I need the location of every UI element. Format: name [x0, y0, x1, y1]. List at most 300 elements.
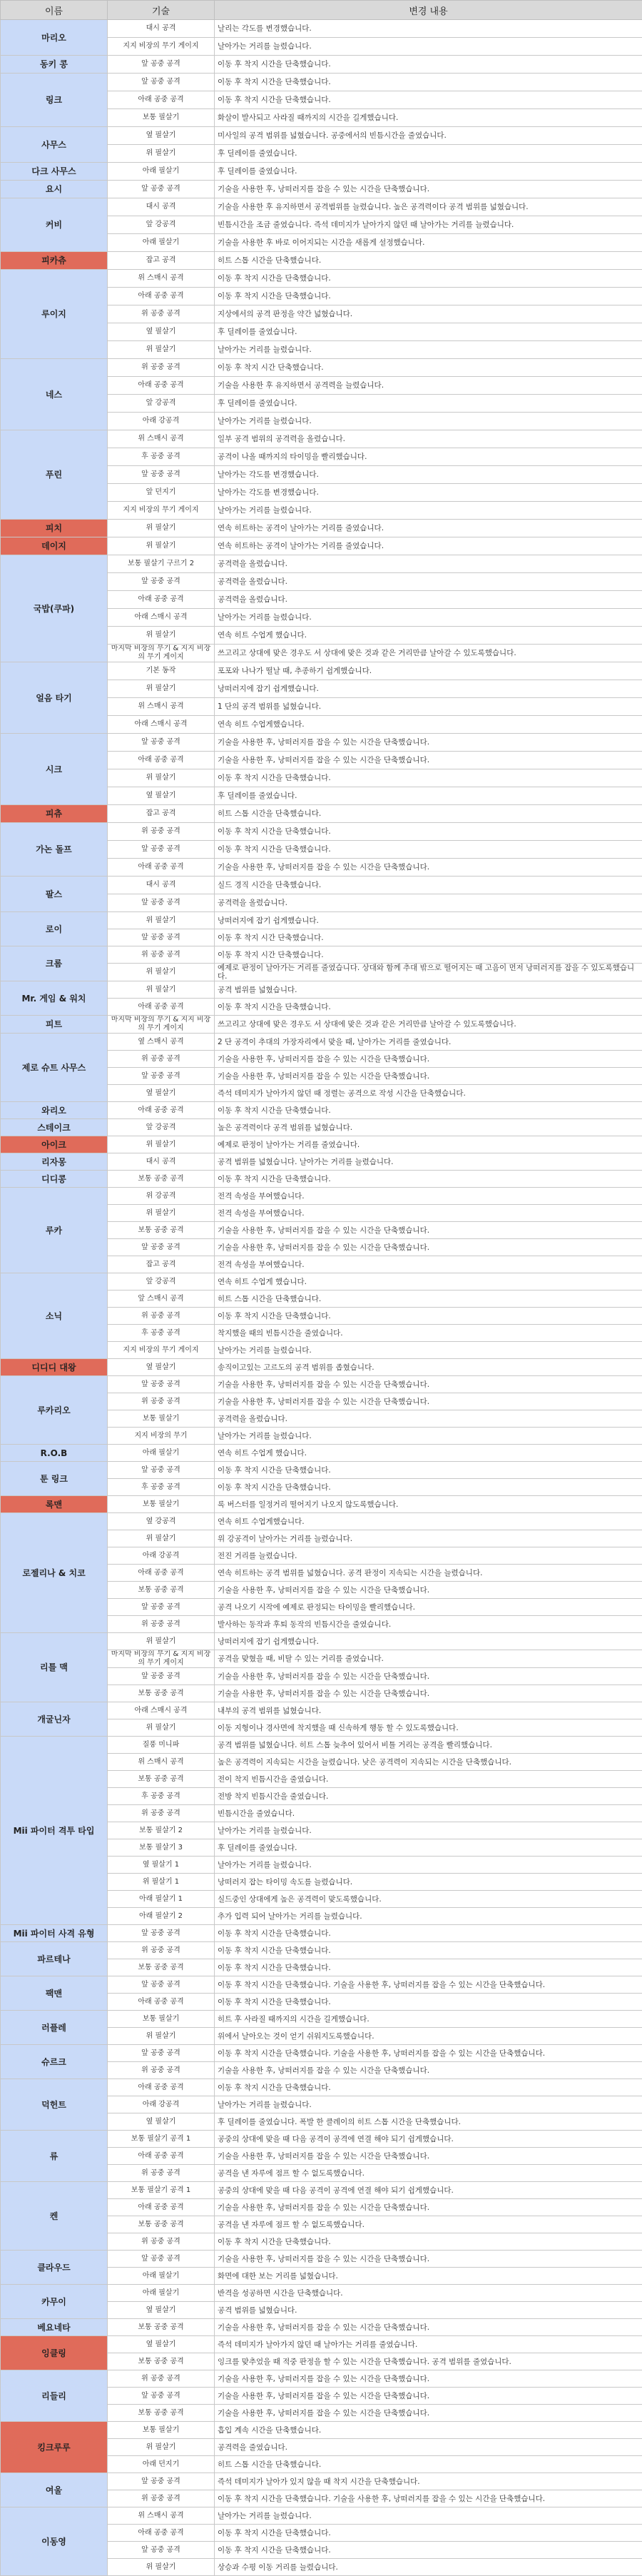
character-name: 국밥(쿠파): [1, 555, 108, 662]
character-name: 베요네타: [1, 2319, 108, 2336]
change-cell: 발사하는 동작과 후퇴 동작의 빈틈시간을 줄였습니다.: [215, 1616, 642, 1633]
skill-cell: 보통 공중 공격: [108, 2319, 215, 2336]
change-cell: 이동 후 착지 시간을 단축했습니다.: [215, 2079, 642, 2096]
change-cell: 전격 속성을 부여했습니다.: [215, 1188, 642, 1205]
skill-cell: 아래 필살기: [108, 234, 215, 252]
change-cell: 이동 후 착지 시간을 단축했습니다.: [215, 1171, 642, 1188]
character-name: 루이지: [1, 270, 108, 359]
character-name: 파르테나: [1, 1942, 108, 1976]
character-name: 로이: [1, 912, 108, 946]
change-cell: 상승과 수평 이동 거리를 늘렸습니다.: [215, 2559, 642, 2576]
skill-cell: 앞 강공격: [108, 395, 215, 413]
character-name: 킹크루루: [1, 2422, 108, 2473]
skill-cell: 앞 공중 공격: [108, 1976, 215, 1994]
skill-cell: 보통 공중 공격: [108, 1222, 215, 1239]
skill-cell: 옆 필살기: [108, 1359, 215, 1376]
skill-cell: 후 공중 공격: [108, 1479, 215, 1496]
change-cell: 미사일의 공격 범위를 넓혔습니다. 공중에서의 빈틈시간을 줄였습니다.: [215, 127, 642, 145]
change-cell: 기술을 사용한 후, 낭떠러지를 잡을 수 있는 시간을 단축했습니다.: [215, 859, 642, 877]
skill-cell: 위 스매시 공격: [108, 1754, 215, 1771]
change-cell: 공격 범위를 넓혔습니다. 날아가는 거리를 늘렸습니다.: [215, 1153, 642, 1171]
table-row: [1, 1171, 642, 1188]
skill-cell: 앞 공중 공격: [108, 894, 215, 912]
skill-cell: 앞 공중 공격: [108, 56, 215, 74]
table-row: [1, 1976, 642, 1994]
skill-cell: 위 필살기: [108, 627, 215, 645]
change-cell: 송직이고있는 고르도의 공격 범위를 좁혔습니다.: [215, 1359, 642, 1376]
change-cell: 히트 스톱 시간을 단축했습니다.: [215, 2456, 642, 2473]
change-cell: 날아가는 거리를 늘렸습니다.: [215, 2096, 642, 2113]
table-row: [1, 1376, 642, 1393]
character-name: 러플레: [1, 2011, 108, 2045]
change-cell: 이동 후 착지 시간을 단축했습니다.: [215, 91, 642, 109]
skill-cell: 보통 공중 공격: [108, 2353, 215, 2370]
skill-cell: 앞 공중 공격: [108, 2388, 215, 2405]
character-name: 리자몽: [1, 1153, 108, 1171]
skill-cell: 위 필살기: [108, 912, 215, 929]
skill-cell: 보통 공중 공격: [108, 1582, 215, 1599]
skill-cell: 앞 공중 공격: [108, 1462, 215, 1479]
skill-cell: 앞 공중 공격: [108, 1668, 215, 1685]
change-cell: 화면에 대한 보는 거리를 넓혔습니다.: [215, 2268, 642, 2285]
skill-cell: 아래 스매시 공격: [108, 716, 215, 734]
skill-cell: 대시 공격: [108, 20, 215, 38]
skill-cell: 위 스매시 공격: [108, 430, 215, 448]
skill-cell: 앞 공중 공격: [108, 1376, 215, 1393]
table-row: [1, 823, 642, 841]
skill-cell: 지지 비장의 무기 게이지: [108, 502, 215, 520]
table-row: [1, 912, 642, 929]
table-row: [1, 2336, 642, 2353]
change-cell: 기술을 사용한 후, 낭떠러지를 잡을 수 있는 시간을 단축했습니다.: [215, 2062, 642, 2079]
character-name: 피츄: [1, 805, 108, 823]
skill-cell: 위 스매시 공격: [108, 698, 215, 716]
character-name: 디디디 대왕: [1, 1359, 108, 1376]
skill-cell: 위 공중 공격: [108, 359, 215, 377]
change-cell: 예제로 판정이 날아가는 거리를 줄였습니다.: [215, 1136, 642, 1153]
skill-cell: 잡고 공격: [108, 252, 215, 270]
skill-cell: 후 공중 공격: [108, 448, 215, 466]
change-cell: 연속 히트하는 공격이 날아가는 거리를 줄였습니다.: [215, 537, 642, 555]
character-name: 아이크: [1, 1136, 108, 1153]
skill-cell: 지지 비장의 무기: [108, 1428, 215, 1445]
table-row: [1, 1496, 642, 1513]
character-name: 네스: [1, 359, 108, 430]
character-name: 이동영: [1, 2507, 108, 2576]
change-cell: 공격을 맞혔을 때, 비탈 수 있는 거리를 줄였습니다.: [215, 1650, 642, 1668]
skill-cell: 옆 필살기: [108, 1085, 215, 1102]
change-cell: 이동 후 착지 시간을 단축했습니다.: [215, 270, 642, 288]
skill-cell: 보통 공중 공격: [108, 1171, 215, 1188]
change-cell: 연속 히트 수업게 했습니다.: [215, 627, 642, 645]
character-name: 리들리: [1, 2370, 108, 2422]
change-cell: 즉석 데미지가 날아가 있지 않을 때 착지 시간을 단축했습니다.: [215, 2473, 642, 2490]
change-cell: 이동 후 착지 시간을 단축했습니다.: [215, 1308, 642, 1325]
skill-cell: 위 공중 공격: [108, 823, 215, 841]
change-cell: 히트 후 사라질 때까지의 시간을 길게했습니다.: [215, 2011, 642, 2028]
skill-cell: 보통 공중 공격: [108, 1771, 215, 1788]
table-row: [1, 1034, 642, 1051]
change-cell: 공격 범위를 넓혔습니다. 히트 스톱 늦추어 있어서 비틀 거리는 공격을 빨리했습니다.: [215, 1737, 642, 1754]
change-cell: 추가 입력 되어 날아가는 거리를 늘렸습니다.: [215, 1908, 642, 1925]
character-name: 피치: [1, 520, 108, 537]
skill-cell: 앞 스매시 공격: [108, 1290, 215, 1308]
skill-cell: 위 필살기: [108, 964, 215, 981]
change-cell: 전격 속성을 부여했습니다.: [215, 1205, 642, 1222]
skill-cell: 위 공중 공격: [108, 1051, 215, 1068]
table-row: [1, 981, 642, 999]
skill-cell: 위 필살기: [108, 2028, 215, 2045]
change-cell: 기술을 사용한 후, 낭떠러지를 잡을 수 있는 시간을 단축했습니다.: [215, 1582, 642, 1599]
change-cell: 후 딜레이를 줄였습니다.: [215, 323, 642, 341]
change-cell: 빈틈시간을 줄였습니다.: [215, 1805, 642, 1822]
table-row: [1, 127, 642, 145]
skill-cell: 마지막 비장의 무기 & 지지 비장의 무기 게이지: [108, 1016, 215, 1034]
change-cell: 연속 히트하는 공격이 날아가는 거리를 줄였습니다.: [215, 520, 642, 537]
change-cell: 기술을 사용한 후, 낭떠러지를 잡을 수 있는 시간을 단축했습니다.: [215, 1051, 642, 1068]
change-cell: 기술을 사용한 후, 낭떠러지를 잡을 수 있는 시간을 단축했습니다.: [215, 2388, 642, 2405]
change-cell: 후 딜레이를 줄였습니다.: [215, 163, 642, 181]
table-row: [1, 74, 642, 91]
table-row: [1, 1925, 642, 1942]
character-name: 시크: [1, 734, 108, 805]
change-cell: 이동 후 착지 시간을 단축했습니다. 기술을 사용한 후, 낭떠러지를 잡을 수 있는 시간을 단축했습니다.: [215, 1976, 642, 1994]
change-cell: 이동 후 착지 시간을 단축했습니다.: [215, 769, 642, 787]
character-name: 카무이: [1, 2285, 108, 2319]
change-cell: 기술을 사용한 후, 낭떠러지를 잡을 수 있는 시간을 단축했습니다.: [215, 2405, 642, 2422]
table-row: [1, 198, 642, 216]
skill-cell: 위 필살기: [108, 537, 215, 555]
skill-cell: 아래 공중 공격: [108, 591, 215, 609]
table-row: [1, 1136, 642, 1153]
skill-cell: 위 필살기: [108, 145, 215, 163]
skill-cell: 아래 공중 공격: [108, 1102, 215, 1119]
change-cell: 이동 후 착지 시간을 단축했습니다.: [215, 1462, 642, 1479]
character-name: 툰 링크: [1, 1462, 108, 1496]
change-cell: 기술을 사용한 후 유지하면서 공격력을 늘렸습니다.: [215, 377, 642, 395]
skill-cell: 후 공중 공격: [108, 1325, 215, 1342]
skill-cell: 지지 비장의 무기 게이지: [108, 38, 215, 56]
change-cell: 공격력을 올렸습니다.: [215, 894, 642, 912]
skill-cell: 보통 공중 공격: [108, 1959, 215, 1976]
table-row: [1, 1633, 642, 1650]
change-cell: 공격 범위를 넓혔습니다.: [215, 981, 642, 999]
table-row: [1, 734, 642, 752]
character-name: 류: [1, 2131, 108, 2182]
table-row: [1, 2079, 642, 2096]
character-name: 가논 돌프: [1, 823, 108, 877]
change-cell: 연속 히트 수업게 했습니다.: [215, 1445, 642, 1462]
character-name: 잉클링: [1, 2336, 108, 2370]
skill-cell: 앞 공중 공격: [108, 1925, 215, 1942]
skill-cell: 보통 공중 공격: [108, 1685, 215, 1702]
character-name: R.O.B: [1, 1445, 108, 1462]
skill-cell: 아래 던지기: [108, 2456, 215, 2473]
skill-cell: 위 필살기: [108, 1205, 215, 1222]
change-cell: 2 단 공격이 추대의 가장자리에서 맞을 때, 날아가는 거리를 줄였습니다.: [215, 1034, 642, 1051]
change-cell: 이동 후 착지 시간을 단축했습니다.: [215, 2525, 642, 2542]
change-cell: 날아가는 거리를 늘렸습니다.: [215, 609, 642, 627]
change-cell: 이동 후 착지 시간을 단축했습니다.: [215, 288, 642, 305]
skill-cell: 앞 공중 공격: [108, 1599, 215, 1616]
change-cell: 기술을 사용한 후, 낭떠러지를 잡을 수 있는 시간을 단축했습니다.: [215, 2370, 642, 2388]
skill-cell: 대시 공격: [108, 1153, 215, 1171]
table-row: [1, 2285, 642, 2302]
change-cell: 기술을 사용한 후, 낭떠러지를 잡을 수 있는 시간을 단축했습니다.: [215, 2251, 642, 2268]
character-name: 피카츄: [1, 252, 108, 270]
skill-cell: 옆 필살기: [108, 2113, 215, 2131]
change-cell: 기술을 사용한 후, 낭떠러지를 잡을 수 있는 시간을 단축했습니다.: [215, 181, 642, 198]
skill-cell: 아래 공중 공격: [108, 91, 215, 109]
change-cell: 이동 후 착지 시간 단축했습니다.: [215, 946, 642, 964]
skill-cell: 앞 공중 공격: [108, 181, 215, 198]
change-cell: 기술을 사용한 후, 낭떠러지를 잡을 수 있는 시간을 단축했습니다.: [215, 1239, 642, 1256]
table-row: [1, 2422, 642, 2439]
skill-cell: 아래 공중 공격: [108, 752, 215, 769]
skill-cell: 위 필살기: [108, 341, 215, 359]
character-name: Mii 파이터 격투 타입: [1, 1737, 108, 1925]
skill-cell: 대시 공격: [108, 877, 215, 894]
change-cell: 이동 후 착지 시간을 단축했습니다. 기술을 사용한 후, 낭떠러지를 잡을 수 있는 시간을 단축했습니다.: [215, 2490, 642, 2507]
table-row: [1, 1016, 642, 1034]
table-row: [1, 877, 642, 894]
skill-cell: 앞 공중 공격: [108, 2542, 215, 2559]
skill-cell: 앞 공중 공격: [108, 841, 215, 859]
skill-cell: 보통 필살기 2: [108, 1822, 215, 1839]
skill-cell: 아래 필살기: [108, 163, 215, 181]
character-name: 커비: [1, 198, 108, 252]
change-cell: 공중의 상대에 맞을 때 다음 공격이 공격에 연결 해야 되기 쉽게했습니다.: [215, 2131, 642, 2148]
skill-cell: 보통 공중 공격: [108, 2405, 215, 2422]
skill-cell: 앞 공중 공격: [108, 929, 215, 946]
skill-cell: 위 공중 공격: [108, 2233, 215, 2251]
table-row: [1, 1119, 642, 1136]
change-cell: 이동 후 착지 시간을 단축했습니다.: [215, 841, 642, 859]
change-cell: 위에서 날아오는 것이 얻기 쉬워지도록했습니다.: [215, 2028, 642, 2045]
change-cell: 이동 후 착지 시간을 단축했습니다.: [215, 2542, 642, 2559]
change-cell: 화살이 발사되고 사라질 때까지의 시간을 길게했습니다.: [215, 109, 642, 127]
change-cell: 이동 후 착지 시간을 단축했습니다.: [215, 1959, 642, 1976]
change-cell: 위 강공격이 날아가는 거리를 늘렸습니다.: [215, 1530, 642, 1547]
change-cell: 기술을 사용한 후, 낭떠러지를 잡을 수 있는 시간을 단축했습니다.: [215, 1068, 642, 1085]
character-name: 로젤리나 & 치코: [1, 1513, 108, 1633]
skill-cell: 잡고 공격: [108, 1256, 215, 1273]
skill-cell: 옆 필살기: [108, 2302, 215, 2319]
change-cell: 공격력을 줄였습니다.: [215, 2439, 642, 2456]
skill-cell: 보통 필살기 공격 1: [108, 2182, 215, 2199]
header-change: 변경 내용: [215, 1, 642, 20]
character-name: 동키 콩: [1, 56, 108, 74]
skill-cell: 보통 필살기 공격 1: [108, 2131, 215, 2148]
skill-cell: 위 필살기: [108, 520, 215, 537]
character-name: 여울: [1, 2473, 108, 2507]
skill-cell: 아래 스매시 공격: [108, 609, 215, 627]
change-cell: 기술을 사용한 후, 낭떠러지를 잡을 수 있는 시간을 단축했습니다.: [215, 2199, 642, 2216]
change-cell: 공격 나오기 시작에 예제로 판정되는 타이밍을 빨리했습니다.: [215, 1599, 642, 1616]
skill-cell: 위 필살기: [108, 1719, 215, 1737]
change-cell: 날리는 각도를 변경했습니다.: [215, 20, 642, 38]
skill-cell: 옆 필살기: [108, 323, 215, 341]
change-cell: 쓰고리고 상대에 맞은 경우도 서 상대에 맞은 것과 같은 거리만큼 날아갈 수 있도록했습니다.: [215, 645, 642, 662]
character-name: 링크: [1, 74, 108, 127]
change-cell: 연속 히트 수업게 했습니다.: [215, 1273, 642, 1290]
character-name: 푸린: [1, 430, 108, 520]
table-row: [1, 555, 642, 573]
table-body: [1, 20, 642, 2576]
character-name: 얼음 타기: [1, 662, 108, 734]
table-row: [1, 1153, 642, 1171]
change-cell: 착지했을 때의 빈틈시간을 줄였습니다.: [215, 1325, 642, 1342]
change-cell: 날아가는 거리를 늘렸습니다.: [215, 502, 642, 520]
table-row: [1, 2182, 642, 2199]
skill-cell: 위 공중 공격: [108, 946, 215, 964]
change-cell: 연속 히트 수업게했습니다.: [215, 1513, 642, 1530]
table-row: [1, 2370, 642, 2388]
table-row: [1, 252, 642, 270]
skill-cell: 보통 필살기: [108, 1496, 215, 1513]
character-name: 디디콩: [1, 1171, 108, 1188]
skill-cell: 앞 공중 공격: [108, 1239, 215, 1256]
change-cell: 전이 착지 빈틈시간을 줄였습니다.: [215, 1771, 642, 1788]
change-cell: 기술을 사용한 후, 낭떠러지를 잡을 수 있는 시간을 단축했습니다.: [215, 1685, 642, 1702]
table-row: [1, 1102, 642, 1119]
change-cell: 실드중인 상대에게 높은 공격력이 맞도록했습니다.: [215, 1891, 642, 1908]
skill-cell: 위 필살기: [108, 981, 215, 999]
change-cell: 낭떠러지에 잡기 쉽게했습니다.: [215, 1633, 642, 1650]
change-cell: 날아가는 각도를 변경했습니다.: [215, 484, 642, 502]
character-name: 스테이크: [1, 1119, 108, 1136]
skill-cell: 옆 필살기: [108, 787, 215, 805]
table-row: [1, 163, 642, 181]
table-row: [1, 2131, 642, 2148]
skill-cell: 보통 필살기: [108, 1410, 215, 1428]
table-row: [1, 1462, 642, 1479]
skill-cell: 아래 공중 공격: [108, 377, 215, 395]
change-cell: 날아가는 거리를 늘렸습니다.: [215, 1342, 642, 1359]
change-cell: 후 딜레이를 줄였습니다.: [215, 395, 642, 413]
header-row: [1, 1, 642, 20]
character-name: 팩맨: [1, 1976, 108, 2011]
change-cell: 후 딜레이를 줄였습니다. 폭발 한 클레이의 히트 스톱 시간을 단축했습니다.: [215, 2113, 642, 2131]
change-cell: 날아가는 각도를 변경했습니다.: [215, 466, 642, 484]
change-cell: 기술을 사용한 후 유지하면서 공격범위를 늘렸습니다. 높은 공격력이다 공격 범위를 넓혔습니다.: [215, 198, 642, 216]
change-cell: 일부 공격 범위의 공격력을 올렸습니다.: [215, 430, 642, 448]
change-cell: 히트 스톱 시간을 단축했습니다.: [215, 1290, 642, 1308]
skill-cell: 옆 필살기: [108, 2336, 215, 2353]
skill-cell: 옆 스매시 공격: [108, 1034, 215, 1051]
table-row: [1, 2251, 642, 2268]
skill-cell: 아래 공중 공격: [108, 2079, 215, 2096]
table-row: [1, 56, 642, 74]
change-cell: 연속 히트하는 공격 범위를 넓혔습니다. 공격 판정이 지속되는 시간을 늘렸습니다.: [215, 1565, 642, 1582]
character-name: Mii 파이터 사격 유형: [1, 1925, 108, 1942]
skill-cell: 아래 필살기: [108, 2268, 215, 2285]
skill-cell: 앞 공중 공격: [108, 573, 215, 591]
change-cell: 연속 히트 수업게했습니다.: [215, 716, 642, 734]
table-row: [1, 1942, 642, 1959]
skill-cell: 아래 공중 공격: [108, 1565, 215, 1582]
table-row: [1, 946, 642, 964]
table-row: [1, 1273, 642, 1290]
change-cell: 이동 후 착지 시간을 단축했습니다.: [215, 999, 642, 1016]
skill-cell: 아래 필살기 1: [108, 1891, 215, 1908]
change-cell: 즉석 데미지가 날아가지 않던 때 날아가는 거리를 줄였습니다.: [215, 2336, 642, 2353]
skill-cell: 앞 공중 공격: [108, 466, 215, 484]
skill-cell: 보통 필살기: [108, 2011, 215, 2028]
change-cell: 낭떠러지에 잡기 쉽게했습니다.: [215, 912, 642, 929]
skill-cell: 보통 필살기 3: [108, 1839, 215, 1857]
skill-cell: 위 공중 공격: [108, 2370, 215, 2388]
skill-cell: 위 공중 공격: [108, 305, 215, 323]
character-name: 피트: [1, 1016, 108, 1034]
character-name: 요시: [1, 181, 108, 198]
table-row: [1, 359, 642, 377]
character-name: Mr. 게임 & 워치: [1, 981, 108, 1016]
skill-cell: 아래 공중 공격: [108, 1994, 215, 2011]
change-cell: 이동 후 착지 시간을 단축했습니다.: [215, 823, 642, 841]
change-cell: 이동 후 착지 시간을 단축했습니다.: [215, 1479, 642, 1496]
change-cell: 1 단의 공격 범위를 넓혔습니다.: [215, 698, 642, 716]
change-cell: 흡입 계속 시간을 단축했습니다.: [215, 2422, 642, 2439]
change-cell: 예제로 판정이 날아가는 거리를 줄였습니다. 상대와 함께 추대 밖으로 떨어지는 때 고음이 먼저 낭떠러지를 잡을 수 있도록했습니다.: [215, 964, 642, 981]
change-cell: 낭떠러지 잡는 타이밍 속도를 늘렸습니다.: [215, 1874, 642, 1891]
change-cell: 이동 후 착지 시간을 단축했습니다.: [215, 56, 642, 74]
character-name: 와리오: [1, 1102, 108, 1119]
skill-cell: 아래 공중 공격: [108, 2199, 215, 2216]
table-row: [1, 1188, 642, 1205]
skill-cell: 위 필살기: [108, 2439, 215, 2456]
change-cell: 전방 착지 빈틈시간을 줄였습니다.: [215, 1788, 642, 1805]
character-name: 클라우드: [1, 2251, 108, 2285]
change-cell: 즉석 데미지가 날아가지 않던 때 정렬는 공격으로 작성 시간을 단축했습니다.: [215, 1085, 642, 1102]
skill-cell: 위 필살기: [108, 769, 215, 787]
skill-cell: 위 공중 공격: [108, 1805, 215, 1822]
skill-cell: 위 공중 공격: [108, 2490, 215, 2507]
change-cell: 날아가는 거리를 늘렸습니다.: [215, 2507, 642, 2525]
character-name: 사무스: [1, 127, 108, 163]
header-skill: 기술: [108, 1, 215, 20]
table-row: [1, 20, 642, 38]
change-cell: 이동 후 착지 시간을 단축했습니다.: [215, 2233, 642, 2251]
change-cell: 기술을 사용한 후, 낭떠러지를 잡을 수 있는 시간을 단축했습니다.: [215, 734, 642, 752]
change-cell: 이동 후 착지 시간을 단축했습니다.: [215, 1994, 642, 2011]
skill-cell: 질풍 미니파: [108, 1737, 215, 1754]
skill-cell: 앞 공중 공격: [108, 74, 215, 91]
table-row: [1, 2507, 642, 2525]
change-cell: 기술을 사용한 후, 낭떠러지를 잡을 수 있는 시간을 단축했습니다.: [215, 1393, 642, 1410]
change-cell: 후 딜레이를 줄였습니다.: [215, 787, 642, 805]
change-cell: 날아가는 거리를 늘렸습니다.: [215, 38, 642, 56]
skill-cell: 위 공중 공격: [108, 2062, 215, 2079]
table-row: [1, 2045, 642, 2062]
table-row: [1, 1445, 642, 1462]
skill-cell: 아래 필살기: [108, 1445, 215, 1462]
change-cell: 높은 공격력이 지속되는 시간을 늘렸습니다. 낮은 공격력이 지속되는 시간을 단축했습니다.: [215, 1754, 642, 1771]
skill-cell: 앞 공중 공격: [108, 734, 215, 752]
table-row: [1, 662, 642, 680]
character-name: 제로 슈트 사무스: [1, 1034, 108, 1102]
skill-cell: 위 공중 공격: [108, 1308, 215, 1325]
skill-cell: 아래 강공격: [108, 1547, 215, 1565]
change-cell: 쓰고리고 상대에 맞은 경우도 서 상대에 맞은 것과 같은 거리만큼 날아갈 수 있도록했습니다.: [215, 1016, 642, 1034]
change-cell: 날아가는 거리를 늘렸습니다.: [215, 413, 642, 430]
table-row: [1, 520, 642, 537]
change-cell: 이동 후 착지 시간을 단축했습니다.: [215, 1925, 642, 1942]
change-cell: 이동 후 착지 시간을 단축했습니다.: [215, 74, 642, 91]
change-cell: 기술을 사용한 후, 낭떠러지를 잡을 수 있는 시간을 단축했습니다.: [215, 2148, 642, 2165]
table-row: [1, 2011, 642, 2028]
change-cell: 기술을 사용한 후 바로 이어지되는 시간을 새롭게 설정했습니다.: [215, 234, 642, 252]
